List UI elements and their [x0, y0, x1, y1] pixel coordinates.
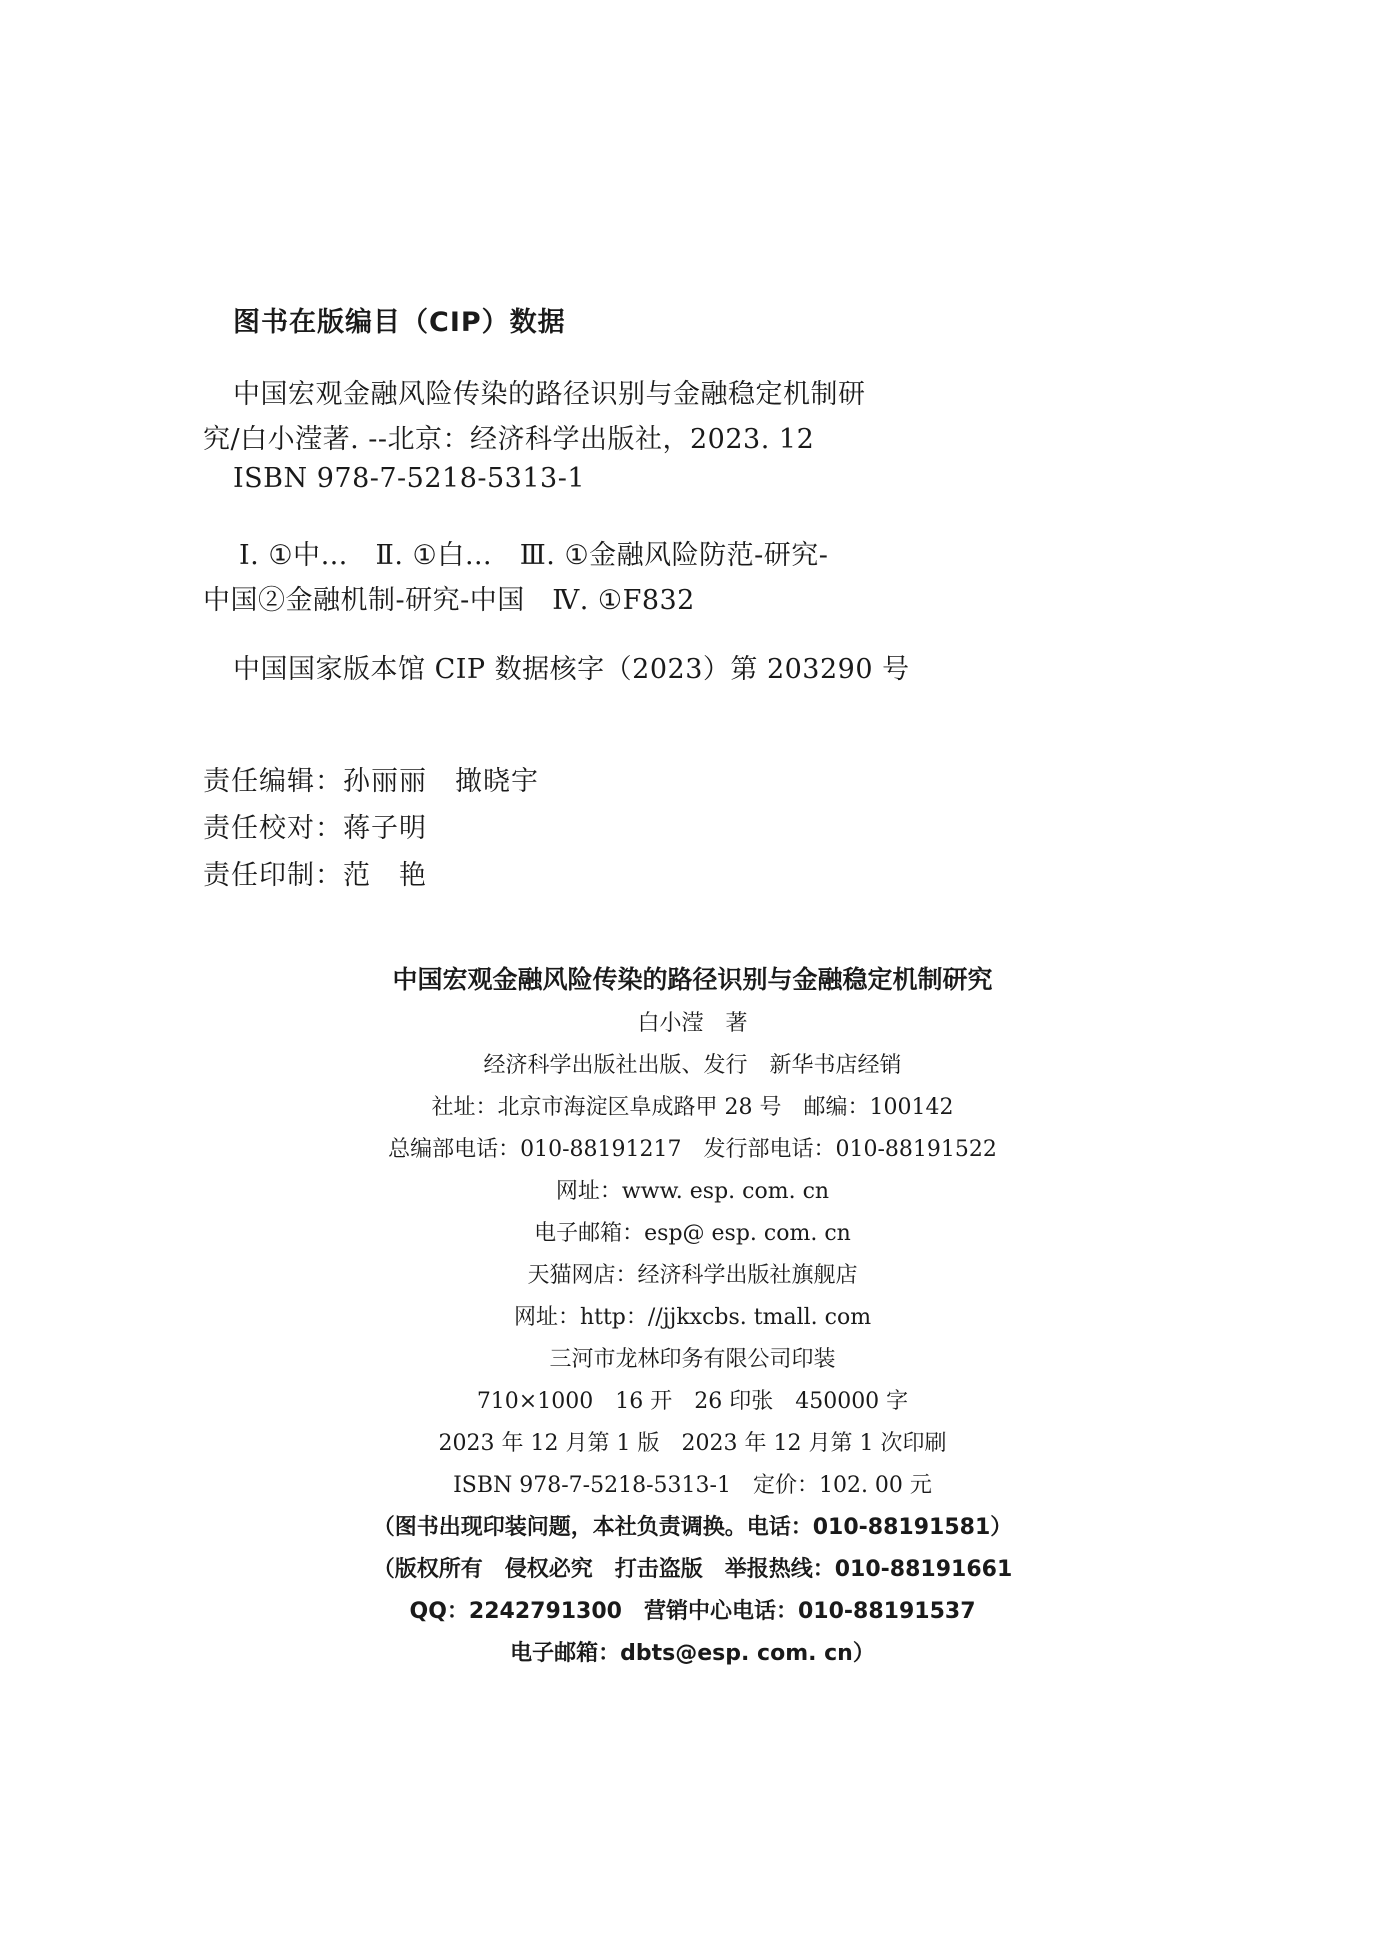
- cip-heading: 图书在版编目（CIP）数据: [233, 307, 566, 338]
- colophon-address: 社址：北京市海淀区阜成路甲 28 号 邮编：100142: [431, 1095, 954, 1120]
- cip-record-number: 中国国家版本馆 CIP 数据核字（2023）第 203290 号: [233, 654, 910, 685]
- responsible-printing: 责任印制：范 艳: [203, 860, 427, 891]
- colophon-notice-2: （版权所有 侵权必究 打击盗版 举报热线：010-88191661: [372, 1557, 1013, 1582]
- colophon-isbn-price: ISBN 978-7-5218-5313-1 定价：102. 00 元: [453, 1473, 932, 1498]
- cip-title-line-1: 中国宏观金融风险传染的路径识别与金融稳定机制研: [233, 379, 866, 410]
- responsible-editor: 责任编辑：孙丽丽 撖晓宇: [203, 766, 539, 797]
- cip-isbn: ISBN 978-7-5218-5313-1: [233, 463, 586, 494]
- responsible-proofreader: 责任校对：蒋子明: [203, 813, 427, 844]
- colophon-edition: 2023 年 12 月第 1 版 2023 年 12 月第 1 次印刷: [438, 1431, 947, 1456]
- colophon-tmall-url: 网址：http：//jjkxcbs. tmall. com: [513, 1305, 872, 1330]
- colophon-notice-4: 电子邮箱：dbts@esp. com. cn）: [510, 1641, 875, 1666]
- colophon-author: 白小滢 著: [637, 1011, 748, 1036]
- cip-subject-line-2: 中国②金融机制-研究-中国 Ⅳ. ①F832: [203, 585, 695, 616]
- colophon-website: 网址：www. esp. com. cn: [555, 1179, 830, 1204]
- colophon-printer: 三河市龙林印务有限公司印装: [549, 1347, 836, 1372]
- colophon-book-title: 中国宏观金融风险传染的路径识别与金融稳定机制研究: [392, 965, 993, 994]
- colophon-publisher: 经济科学出版社出版、发行 新华书店经销: [483, 1053, 902, 1078]
- cip-subject-line-1: Ⅰ. ①中… Ⅱ. ①白… Ⅲ. ①金融风险防范-研究-: [239, 540, 829, 571]
- colophon-notice-3: QQ：2242791300 营销中心电话：010-88191537: [409, 1599, 976, 1624]
- colophon-tmall-store: 天猫网店：经济科学出版社旗舰店: [527, 1263, 858, 1288]
- colophon-phones: 总编部电话：010-88191217 发行部电话：010-88191522: [388, 1137, 997, 1162]
- cip-title-line-2: 究/白小滢著. --北京：经济科学出版社，2023. 12: [203, 424, 815, 455]
- colophon-email: 电子邮箱：esp@ esp. com. cn: [534, 1221, 851, 1246]
- colophon-notice-1: （图书出现印装问题，本社负责调换。电话：010-88191581）: [372, 1515, 1013, 1540]
- colophon-specs: 710×1000 16 开 26 印张 450000 字: [476, 1389, 909, 1414]
